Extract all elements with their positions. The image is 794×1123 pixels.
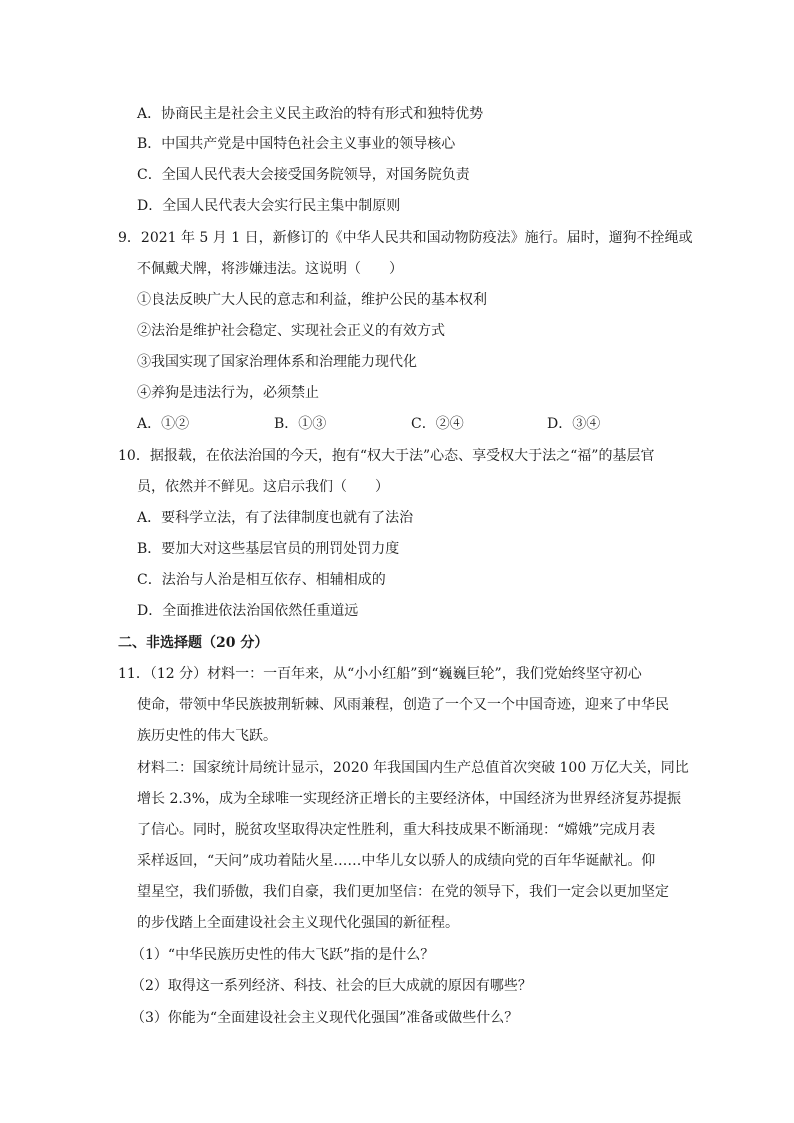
- q11-question-3: （3）你能为“全面建设社会主义现代化强国”准备或做些什么？: [131, 1010, 519, 1026]
- q10-stem-line1: 10．据报载，在依法治国的今天，抱有“权大于法”心态、享受权大于法之“福”的基层官: [118, 448, 655, 464]
- q11-material1-line3: 族历史性的伟大飞跃。: [137, 728, 277, 744]
- q9-statement-3: ③我国实现了国家治理体系和治理能力现代化: [137, 354, 417, 370]
- q11-question-2: （2）取得这一系列经济、科技、社会的巨大成就的原因有哪些？: [131, 978, 532, 994]
- q8-option-b: B．中国共产党是中国特色社会主义事业的领导核心: [137, 136, 456, 152]
- q9-choices-row: [137, 414, 657, 434]
- q11-question-1: （1）“中华民族历史性的伟大飞跃”指的是什么？: [131, 947, 435, 963]
- q9-stem-line2: 不佩戴犬牌，将涉嫌违法。这说明（ ）: [137, 261, 403, 277]
- q11-material2-line2: 增长 2.3%，成为全球唯一实现经济正增长的主要经济体，中国经济为世界经济复苏提振: [137, 791, 682, 807]
- q11-material1-line2: 使命，带领中华民族披荆斩棘、风雨兼程，创造了一个又一个中国奇迹，迎来了中华民: [137, 697, 669, 713]
- q10-option-b: B．要加大对这些基层官员的刑罚处罚力度: [137, 541, 400, 557]
- q11-material2-line5: 望星空，我们骄傲，我们自豪，我们更加坚信：在党的领导下，我们一定会以更加坚定: [137, 884, 669, 900]
- q11-material2-line4: 采样返回，“天问”成功着陆火星……中华儿女以骄人的成绩向党的百年华诞献礼。仰: [137, 853, 656, 869]
- q9-statement-1: ①良法反映广大人民的意志和利益，维护公民的基本权利: [137, 292, 487, 308]
- q11-material2-line3: 了信心。同时，脱贫攻坚取得决定性胜利，重大科技成果不断涌现：“嫦娥”完成月表: [137, 822, 656, 838]
- section-title: 二、非选择题（20 分）: [118, 635, 269, 651]
- q10-option-c: C．法治与人治是相互依存、相辅相成的: [137, 572, 386, 588]
- q8-option-d: D．全国人民代表大会实行民主集中制原则: [137, 198, 401, 214]
- q11-material2-line1: 材料二：国家统计局统计显示，2020 年我国国内生产总值首次突破 100 万亿大关，同比: [137, 760, 689, 776]
- q11-material2-line6: 的步伐踏上全面建设社会主义现代化强国的新征程。: [137, 915, 459, 931]
- q10-option-d: D．全面推进依法治国依然任重道远: [137, 603, 359, 619]
- q11-material1-line1: 11．（12 分）材料一：一百年来，从“小小红船”到“巍巍巨轮”，我们党始终坚守初心: [118, 666, 642, 682]
- q9-choice-d: D．③④: [547, 416, 601, 432]
- q10-stem-line2: 员，依然并不鲜见。这启示我们（ ）: [137, 479, 389, 495]
- q9-choice-c: C．②④: [411, 416, 464, 432]
- q9-choice-a: A．①②: [137, 416, 190, 432]
- q9-stem-line1: 9．2021 年 5 月 1 日，新修订的《中华人民共和国动物防疫法》施行。届时，遛狗不拴绳或: [118, 230, 693, 246]
- q9-statement-4: ④养狗是违法行为，必须禁止: [137, 385, 319, 401]
- q8-option-a: A．协商民主是社会主义民主政治的特有形式和独特优势: [137, 106, 484, 122]
- q9-statement-2: ②法治是维护社会稳定、实现社会正义的有效方式: [137, 323, 445, 339]
- q8-option-c: C．全国人民代表大会接受国务院领导，对国务院负责: [137, 167, 470, 183]
- q10-option-a: A．要科学立法，有了法律制度也就有了法治: [137, 510, 414, 526]
- q9-choice-b: B．①③: [274, 416, 327, 432]
